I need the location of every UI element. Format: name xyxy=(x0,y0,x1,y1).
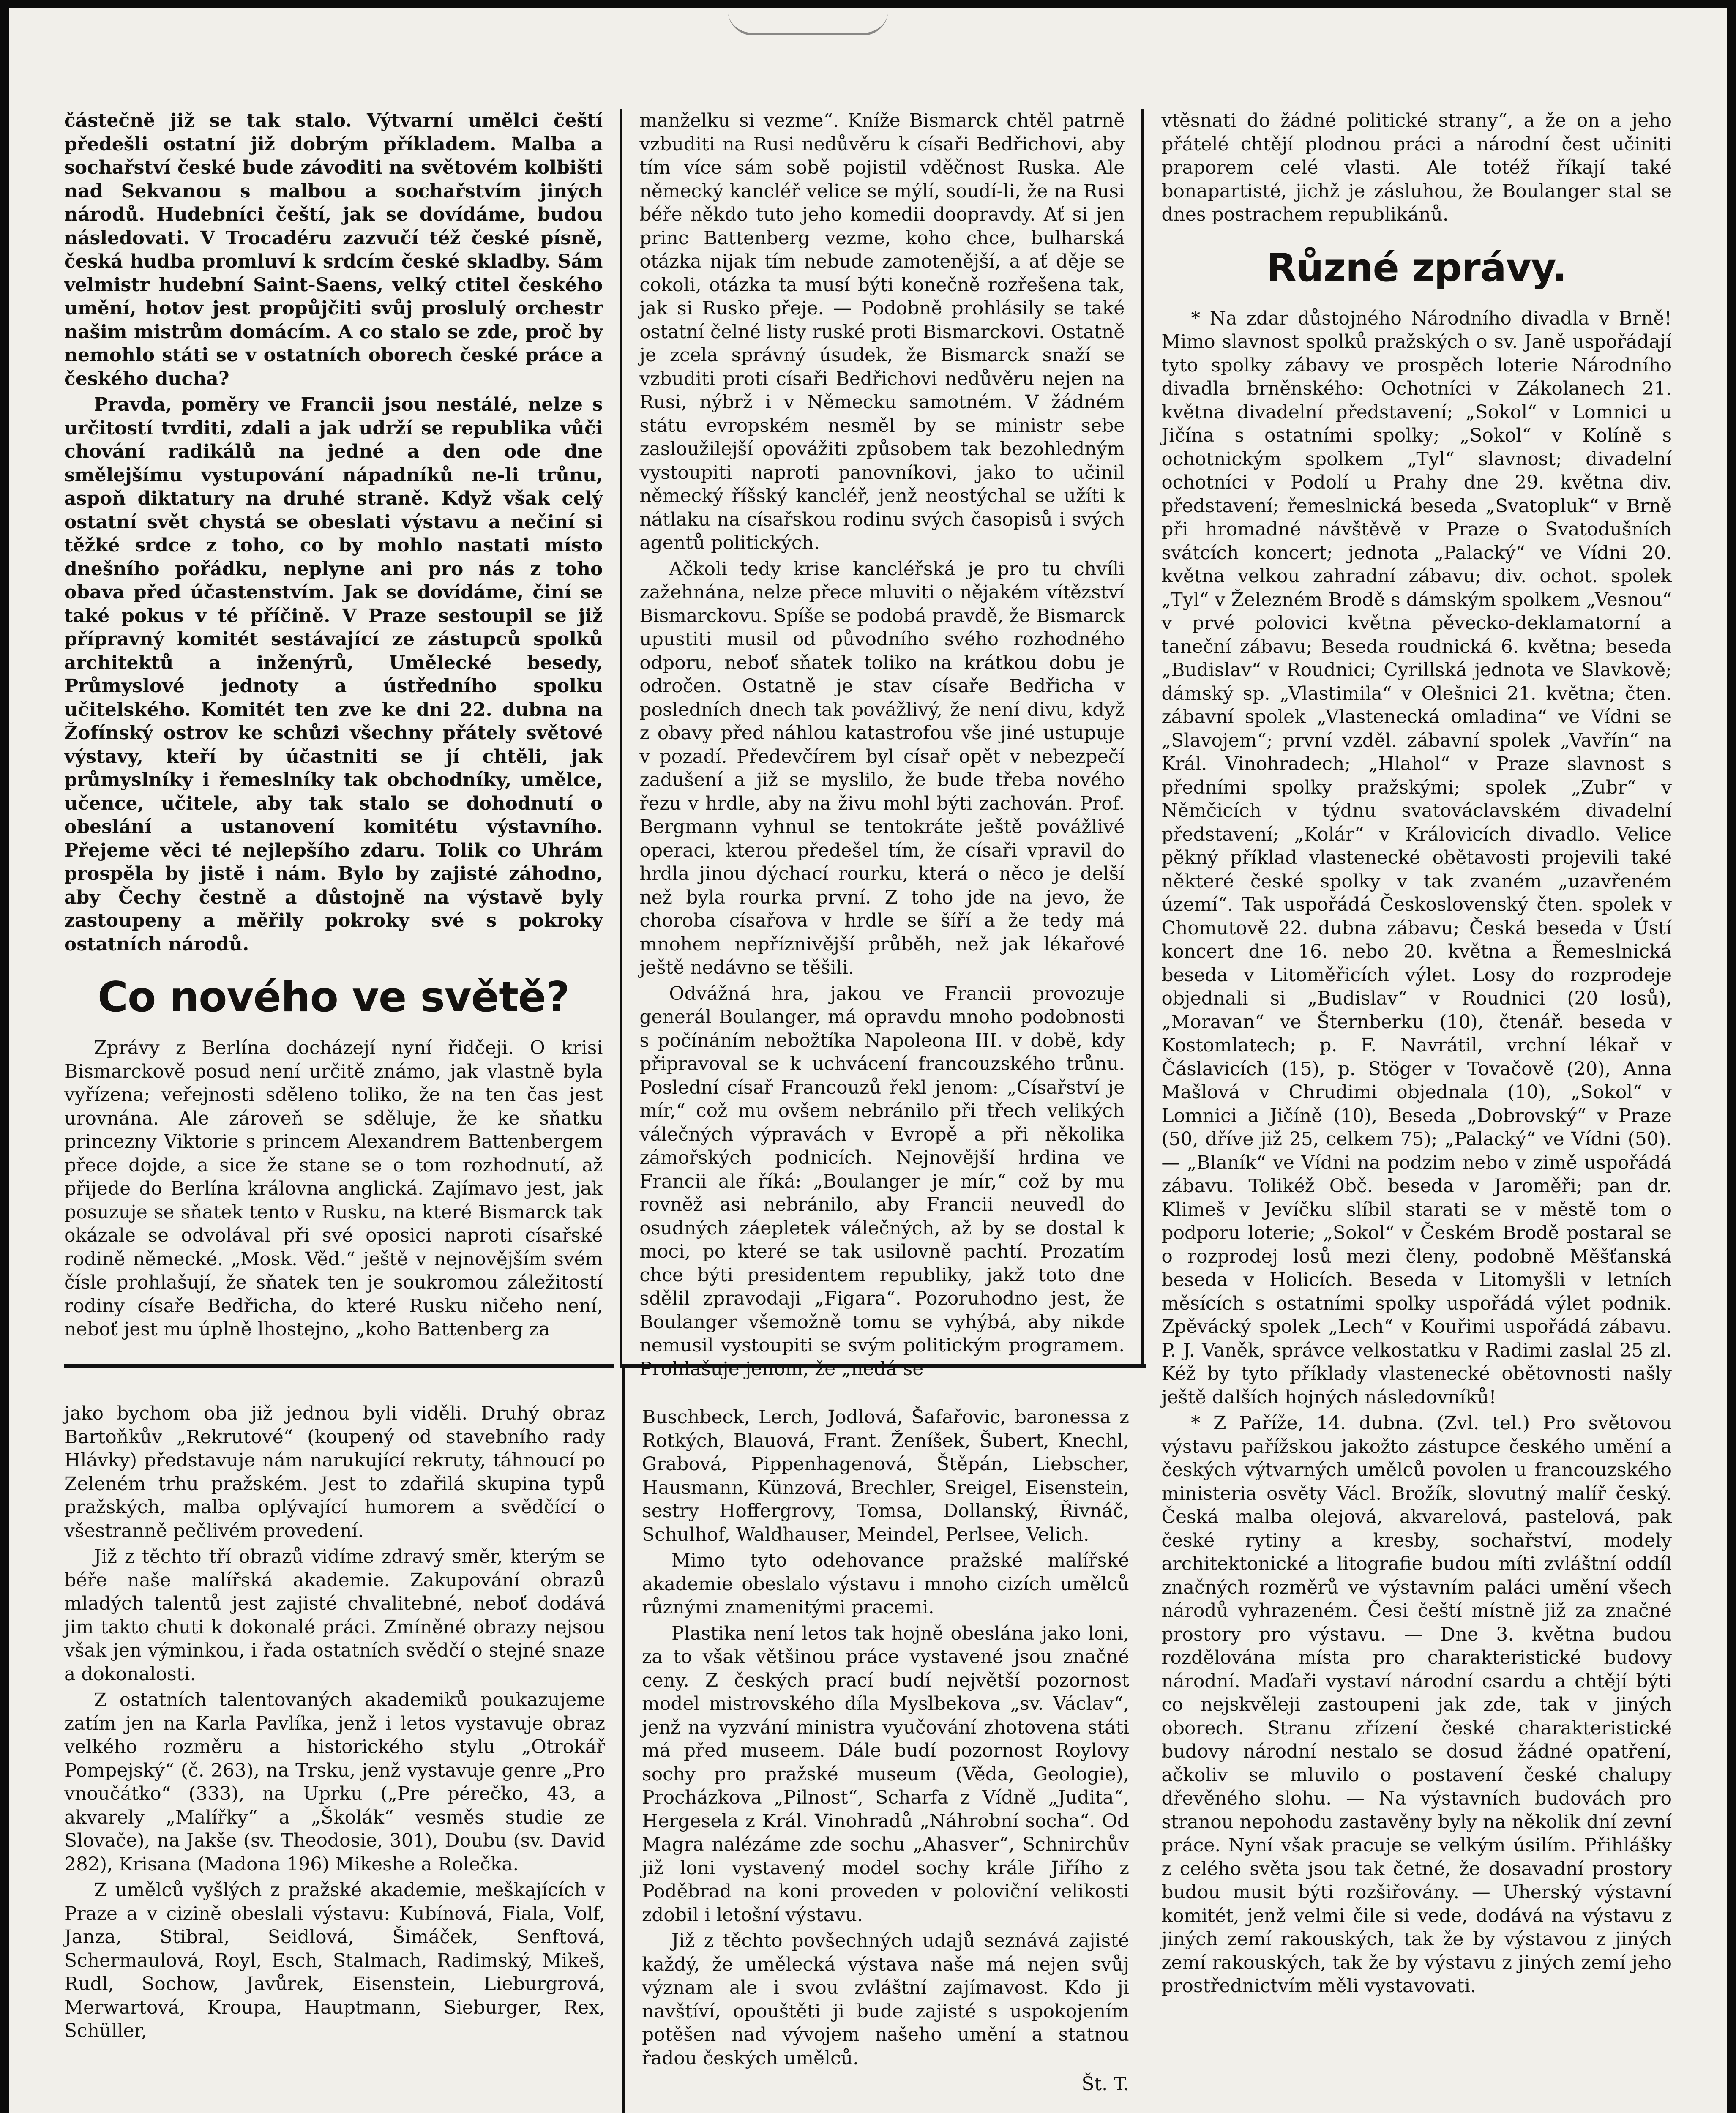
paragraph: vtěsnati do žádné politické strany“, a že on a jeho přátelé chtějí plodnou práci a národní čest učiniti praporem celé vlasti. Ale totéž říkají také bonapartisté, jichž je zásluhou, že Boulanger stal se dnes postrachem republikánů. xyxy=(1161,110,1672,225)
paragraph: Buschbeck, Lerch, Jodlová, Šafařovic, baronessa z Rotkých, Blauová, Frant. Ženíšek, Šubert, Knechl, Grabová, Pippenhagenová, Štěpán, Liebscher, Hausmann, Künzová, Brechler, Sreigel, Eisenstein, sestry Hoffergrovy, Tomsa, Dollanský, Řivnáč, Schulhof, Waldhauser, Meindel, Perlsee, Velich. xyxy=(642,1406,1129,1545)
paragraph: * Na zdar důstojného Národního divadla v Brně! Mimo slavnost spolků pražských o sv. Janě uspořádají tyto spolky zábavy ve prospěch loterie Národního divadla brněnského: Ochotníci v Zákolanech 21. května divadelní představení; „Sokol“ v Lomnici u Jičína s ostatními spolky; „Sokol“ v Kolíně s ochotnickým spolkem „Tyl“ slavnost; divadelní ochotníci v Podolí u Prahy dne 29. května div. představení; řemeslnická beseda „Svatopluk“ v Brně při hromadné návštěvě v Praze o Svatodušních svátcích koncert; jednota „Palacký“ ve Vídni 20. května velkou zahradní zábavu; div. ochot. spolek „Tyl“ v Železném Brodě s dámským spolkem „Vesnou“ v prvé polovici května pěvecko-deklamatorní a taneční zábavu; Beseda roudnická 6. května; beseda „Budislav“ v Roudnici; Cyrillská jednota ve Slavkově; dámský sp. „Vlastimila“ v Olešnici 21. května; čten. zábavní spolek „Vlastenecká omladina“ ve Vídni se „Slavojem“; první vzděl. zábavní spolek „Vavřín“ na Král. Vinohradech; „Hlahol“ v Praze slavnost s předními spolky pražskými; spolek „Zubr“ v Němčicích v týdnu svatováclavském divadelní představení; „Kolár“ v Královicích divadlo. Velice pěkný příklad vlastenecké obětavosti projevili také některé české spolky v tak zvaném „uzavřeném území“. Tak uspořádá Československý čten. spolek v Chomutově 22. dubna zábavu; Česká beseda v Ústí koncert dne 16. nebo 20. května a Řemeslnická beseda v Litoměřicích výlet. Losy do rozprodeje objednali si „Budislav“ v Roudnici (20 losů), „Moravan“ ve Šternberku (10), čtenář. beseda v Kostomlatech; p. F. Navrátil, vrchní lékař v Čáslavicích (15), p. Stöger v Tovačově (20), Anna Mašlová v Chrudimi objednala (10), „Sokol“ v Lomnici a Jičíně (10), Beseda „Dobrovský“ v Praze (50, dříve již 25, celkem 75); „Palacký“ ve Vídni (50). — „Blaník“ ve Vídni na podzim nebo v zimě uspořádá zábavu. Tolikéž Obč. beseda v Jaroměři; pan dr. Klimeš v Jevíčku slíbil starati se v městě tom o podporu loterie; „Sokol“ v Českém Brodě postaral se o rozprodej losů mezi členy, podobně Měšťanská beseda v Holicích. Beseda v Litomyšli v letních měsících s ostatními spolky uspořádá výlet podnik. Zpěvácký spolek „Lech“ v Kouřimi uspořádá zábavu. P. J. Vaněk, správce velkostatku v Radimi zaslal 25 zl. Kéž by tyto příklady vlastenecké obětovnosti našly ještě dalších hojných následovníků! xyxy=(1161,307,1672,1408)
author-signature: Št. T. xyxy=(1081,2073,1129,2095)
paragraph: jako bychom oba již jednou byli viděli. Druhý obraz Bartoňkův „Rekrutové“ (koupený od stavebního rady Hlávky) představuje nám narukující rekruty, táhnoucí po Zeleném trhu pražském. Jest to zdařilá skupina typů pražských, malba oplývající humorem a svědčící o všestranně pečlivém provedení. xyxy=(64,1403,605,1542)
paragraph: * Z Paříže, 14. dubna. (Zvl. tel.) Pro světovou výstavu pařížskou jakožto zástupce českého umění a českých výtvarných umělců povolen u francouzského ministeria osvěty Václ. Brožík, slovutný malíř český. Česká malba olejová, akvarelová, pastelová, pak české rytiny a kresby, sochařství, modely architektonické a litografie budou míti zvláštní oddíl značných rozměrů ve výstavním paláci umění všech národů vyhrazeném. Česi čeští místně již za značné prostory pro výstavu. — Dne 3. května budou rozdělována místa pro charakteristické budovy národní. Maďaři vystaví národní csardu a chtějí býti co nejskvěleji zastoupeni jak zde, tak v jiných oborech. Stranu zřízení české charakteristické budovy národní nestalo se dosud žádné opatření, ačkoliv se mluvilo o postavení české chalupy dřevěného slohu. — Na výstavních budovách pro stranou nepohodu zastavěny byly na několik dní zevní práce. Nyní však pracuje se velkým úsilím. Přihlášky z celého světa jsou tak četné, že dosavadní prostory budou musit býti rozšiřovány. — Uherský výstavní komitét, jenž velmi čile si vede, dodává na výstavu z jiných zemí rakouských, tak že by výstavou z jiných zemí rakouských, tak že by výstavu z jiných zemí jeho prostřednictvím měli vystavovati. xyxy=(1161,1412,1672,1997)
news-heading: Co nového ve světě? xyxy=(98,973,570,1021)
paragraph: Odvážná hra, jakou ve Francii provozuje generál Boulanger, má opravdu mnoho podobnosti s počínáním nebožtíka Napoleona III. v době, kdy připravoval se k uchvácení francouzského trůnu. Poslední císař Francouzů řekl jenom: „Císařství je mír,“ což mu ovšem nebránilo při třech velikých válečných výpravách v Evropě a při několika zámořských podnicích. Nejnovější hrdina ve Francii ale říká: „Boulanger je mír,“ což by mu rovněž asi nebránilo, aby Francii neuvedl do osudných záepletek válečných, až by se dostal k moci, po které se tak usilovně pachtí. Prozatím chce býti presidentem republiky, jakž toto dne sdělil zpravodaji „Figara“. Pozoruhodno jest, že Boulanger všemožně tomu se vyhýbá, aby nikde nemusil vystoupiti se svým politickým programem. Prohlašuje jenom, že „nedá se xyxy=(639,983,1125,1380)
section-heading: Různé zprávy. xyxy=(1267,245,1567,290)
column-2-lower xyxy=(622,1364,1146,2113)
paragraph: Plastika není letos tak hojně obeslána jako loni, za to však většinou práce vystavené jsou značné ceny. Z českých prací budí největší pozornost model mistrovského díla Myslbekova „sv. Václav“, jenž na vyzvání ministra vyučování zhotovena státi má před museem. Dále budí pozornost Roylovy sochy pro pražské museum (Věda, Geologie), Procházkova „Pilnost“, Scharfa z Vídně „Judita“, Hergesela z Král. Vinohradů „Náhrobní socha“. Od Magra nalézáme zde sochu „Ahasver“, Schnirchův již loni vystavený model sochy krále Jiřího z Poděbrad na koni proveden v poloviční velikosti zdobil i letošní výstavu. xyxy=(642,1622,1129,1926)
column-1-lower xyxy=(64,1381,622,2113)
column-3 xyxy=(1141,109,1672,1997)
paragraph: Z umělců vyšlých z pražské akademie, meškajících v Praze a v cizině obeslali výstavu: Kubínová, Fiala, Volf, Janza, Stibral, Seidlová, Šimáček, Senftová, Schermaulová, Royl, Esch, Stalmach, Radimský, Mikeš, Rudl, Sochow, Javůrek, Eisenstein, Lieburgrová, Merwartová, Kroupa, Hauptmann, Sieburger, Rex, Schüller, xyxy=(64,1879,605,2042)
column-1-upper xyxy=(64,109,620,1368)
column-2-upper xyxy=(620,109,1141,1380)
paragraph: Pravda, poměry ve Francii jsou nestálé, nelze s určitostí tvrditi, zdali a jak udrží se republika vůči chování radikálů na jedné a den ode dne smělejšímu vystupování nápadníků ne-li trůnu, aspoň diktatury na druhé straně. Když však celý ostatní svět chystá se obeslati výstavu a nečiní si těžké srdce z toho, co by mohlo nastati místo dnešního pořádku, neplyne ani pro nás z toho obava před účastenstvím. Jak se dovídáme, činí se také pokus v té příčině. V Praze sestoupil se již přípravný komitét sestávající ze zástupců spolků architektů a inženýrů, Umělecké besedy, Průmyslové jednoty a ústředního spolku učitelského. Komitét ten zve ke dni 22. dubna na Žofínský ostrov ke schůzi všechny přátely světové výstavy, kteří by účastniti se jí chtěli, jak průmyslníky i řemeslníky tak obchodníky, umělce, učence, učitele, aby tak stalo se dohodnutí o obeslání a ustanovení komitétu výstavního. Přejeme věci té nejlepšího zdaru. Tolik co Uhrám prospěla by jistě i nám. Bylo by zajisté záhodno, aby Čechy čestně a důstojně na výstavě byly zastoupeny a měřily pokroky své s pokroky ostatních národů. xyxy=(64,394,603,955)
paragraph: Ačkoli tedy krise kancléřská je pro tu chvíli zažehnána, nelze přece mluviti o nějakém vítězství Bismarckovu. Spíše se podobá pravdě, že Bismarck upustiti musil od původního svého rozhodného odporu, neboť sňatek toliko na krátkou dobu je odročen. Ostatně je stav císaře Bedřicha v posledních dnech tak povážlivý, že není divu, když z obavy před náhlou katastrofou vše jiné ustupuje v pozadí. Předevčírem byl císař opět v nebezpečí zadušení a již se myslilo, že bude třeba nového řezu v hrdle, aby na živu mohl býti zachován. Prof. Bergmann vyhnul se tentokráte ještě povážlivé operaci, kterou předešel tím, že císaři vpravil do hrdla jinou dýchací rourku, která o něco je delší než byla rourka první. Z toho jde na jevo, že choroba císařova v hrdle se šíří a že tedy má mnohem nepříznivější průběh, než jak lékařové ještě nedávno se těšili. xyxy=(639,558,1125,978)
paragraph: Již z těchto tří obrazů vidíme zdravý směr, kterým se béře naše malířská akademie. Zakupování obrazů mladých talentů jest zajisté chvalitebné, neboť dodává jim takto chuti k dokonalé práci. Zmíněné obrazy nejsou však jen výminkou, i řada ostatních svědčí o stejné snaze a dokonalosti. xyxy=(64,1546,605,1685)
paragraph: Mimo tyto odehovance pražské malířské akademie obeslalo výstavu i mnoho cizích umělců různými znamenitými pracemi. xyxy=(642,1550,1129,1618)
paragraph: Již z těchto povšechných udajů seznává zajisté každý, že umělecká výstava naše má nejen svůj význam ale i svou zvláštní zajímavost. Kdo ji navštíví, opouštěti ji bude zajisté s uspokojením potěšen nad vývojem našeho umění a statnou řadou českých umělců. xyxy=(642,1930,1129,2069)
paragraph: Zprávy z Berlína docházejí nyní řidčeji. O krisi Bismarckově posud není určitě známo, jak vlastně byla vyřízena; veřejnosti sděleno toliko, že na ten čas jest urovnána. Ale zároveň se sděluje, že ke sňatku princezny Viktorie s princem Alexandrem Battenbergem přece dojde, a sice že stane se o tom rozhodnutí, až přijede do Berlína královna anglická. Zajímavo jest, jak posuzuje se sňatek tento v Rusku, na které Bismarck tak okázale se odvolával při své oposici naproti císařské rodině německé. „Mosk. Věd.“ ještě v nejnovějším svém čísle prohlašují, že sňatek ten je soukromou záležitostí rodiny císaře Bedřicha, do které Rusku ničeho není, neboť jest mu úplně lhostejno, „koho Battenberg za xyxy=(64,1037,603,1340)
paragraph: manželku si vezme“. Kníže Bismarck chtěl patrně vzbuditi na Rusi nedůvěru k císaři Bedřichovi, aby tím více sám sobě pojistil vděčnost Ruska. Ale německý kancléř velice se mýlí, soudí-li, že na Rusi béře někdo tuto jeho komedii doopravdy. Ať si jen princ Battenberg vezme, koho chce, bulharská otázka nijak tím nebude zamotenější, a ať děje se cokoli, otázka ta musí býti konečně rozřešena tak, jak si Rusko přeje. — Podobně prohlásily se také ostatní čelné listy ruské proti Bismarckovi. Ostatně je zcela správný úsudek, že Bismarck snaží se vzbuditi proti císaři Bedřichovi nedůvěru nejen na Rusi, nýbrž i v Německu samotném. V žádném státu evropském nesměl by se ministr sebe zasloužilejší opovážiti způsobem tak bezohledným vystoupiti naproti panovníkovi, jako to učinil německý říšský kancléř, jenž neostýchal se užíti k nátlaku na císařskou rodinu svých časopisů i svých agentů politických. xyxy=(639,110,1125,554)
paragraph: Z ostatních talentovaných akademiků poukazujeme zatím jen na Karla Pavlíka, jenž i letos vystavuje obraz velkého rozměru a historického stylu „Otrokář Pompejský“ (č. 263), na Trsku, jenž vystavuje genre „Pro vnoučátko“ (333), na Uprku („Pre pérečko, 43, a akvarely „Malířky“ a „Školák“ vesměs studie ze Slovače), na Jakše (sv. Theodosie, 301), Doubu (sv. David 282), Krisana (Madona 196) Mikeshe a Rolečka. xyxy=(64,1689,605,1875)
paragraph: částečně již se tak stalo. Výtvarní umělci čeští předešli ostatní již dobrým příkladem. Malba a sochařství české bude závoditi na světovém kolbišti nad Sekvanou s malbou a sochařstvím jiných národů. Hudebníci čeští, jak se dovídáme, budou následovati. V Trocadéru zazvučí též české písně, česká hudba promluví k srdcím české skladby. Sám velmistr hudební Saint-Saens, velký ctitel českého umění, hotov jest propůjčiti svůj proslulý orchestr našim mistrům domácím. A co stalo se zde, proč by nemohlo státi se v ostatních oborech české práce a českého ducha? xyxy=(64,110,603,390)
page-edge-mark xyxy=(728,8,888,35)
